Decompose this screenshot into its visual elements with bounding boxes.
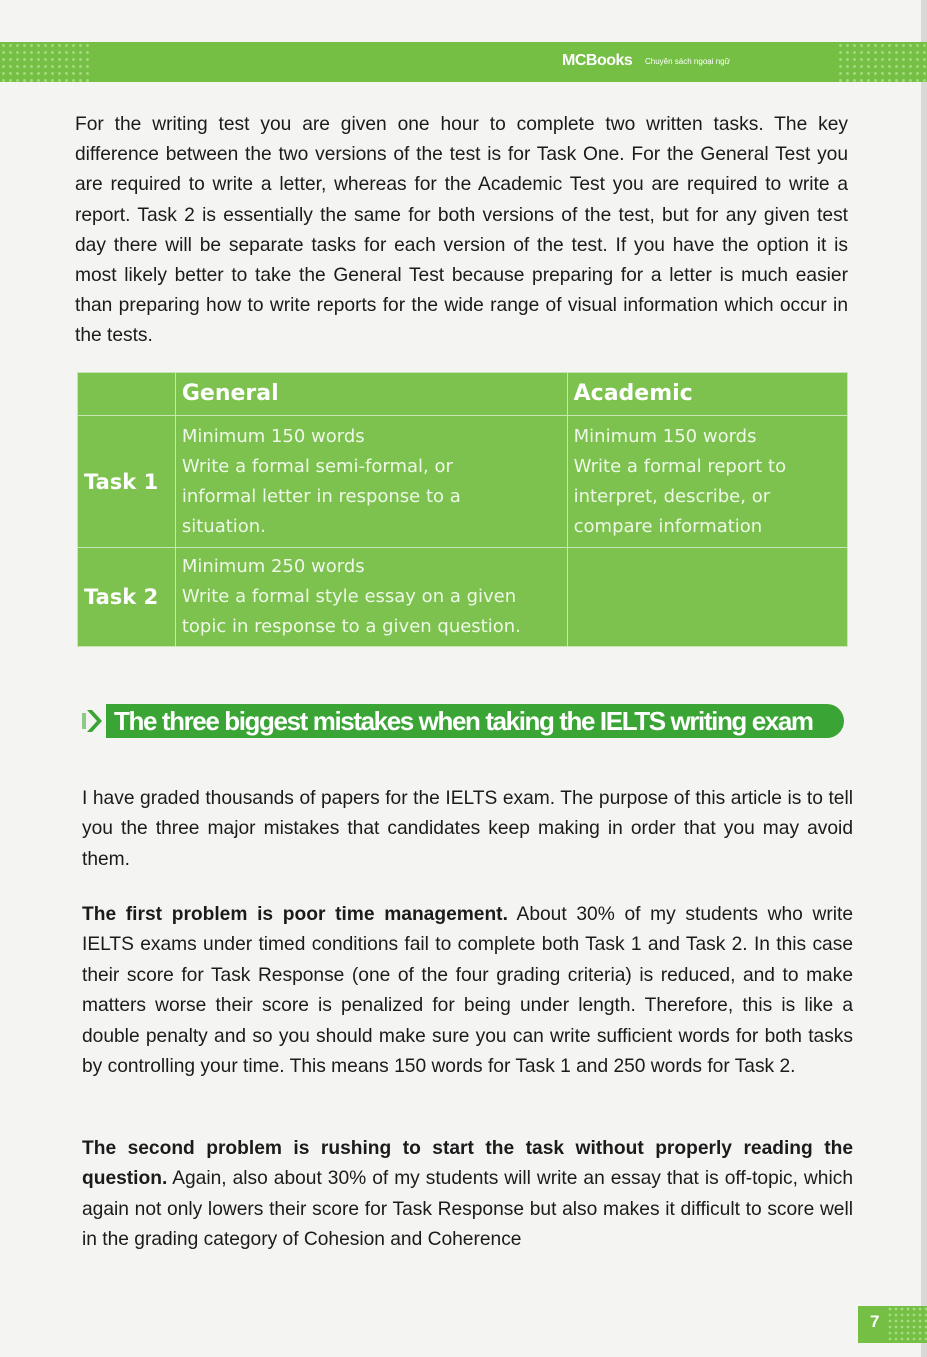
table-header-academic: Academic: [567, 373, 847, 416]
header-dot-pattern-right: [837, 42, 927, 82]
cell-line: interpret, describe, or: [573, 485, 771, 507]
brand-logo: MCBooks: [562, 52, 633, 69]
table-row: [78, 548, 848, 647]
paragraph-2-body: About 30% of my students who write IELTS exams under timed conditions fail to complete both Task 1 and Task 2. In this case their score for Task Response (one of the four grading criteria) is reduced, and to make matters worse their score is penalized for being under length. Therefore, this is like a double penalty and so you should make sure you can write sufficient words for both tasks by controlling your time. This means 150 words for Task 1 and 250 words for Task 2.: [82, 904, 853, 1078]
cell-line: Minimum 150 words: [181, 425, 365, 447]
body-paragraph-3: [82, 1134, 853, 1256]
body-paragraph-2: [82, 900, 853, 1082]
header-bar: [0, 42, 927, 82]
task2-general-cell: [175, 548, 567, 647]
cell-line: Minimum 250 words: [181, 556, 365, 577]
section-heading-text: The three biggest mistakes when taking the IELTS writing exam: [114, 706, 813, 736]
cell-line: topic in response to a given question.: [181, 616, 521, 637]
paragraph-2-lead: The first problem is poor time management.: [82, 904, 508, 925]
task2-academic-cell: [567, 548, 847, 647]
table-row: [78, 416, 848, 548]
page-edge: [921, 0, 927, 1357]
brand-tagline: Chuyên sách ngoại ngữ: [645, 57, 730, 66]
cell-line: Write a formal style essay on a given: [181, 586, 517, 607]
cell-line: situation.: [181, 515, 266, 537]
cell-line: Minimum 150 words: [573, 425, 757, 447]
page-number: 7: [870, 1312, 880, 1331]
cell-line: compare information: [573, 515, 763, 537]
cell-line: informal letter in response to a: [181, 485, 461, 507]
task2-label: Task 2: [78, 548, 176, 647]
header-dot-pattern-left: [0, 42, 90, 82]
task1-label: Task 1: [78, 416, 176, 548]
body-paragraph-1: I have graded thousands of papers for the IELTS exam. The purpose of this article is to tell you the three major mistakes that candidates keep making in order that you may avoid them.: [82, 788, 853, 870]
paragraph-3-body: Again, also about 30% of my students will write an essay that is off-topic, which again not only lowers their score for Task Response but also makes it difficult to score well in the grading category of Cohesion and Coherence: [82, 1168, 853, 1251]
section-heading-banner: [82, 702, 852, 740]
page-number-box: [858, 1306, 927, 1343]
page-number-dot-pattern: [887, 1306, 927, 1343]
paragraph-3-lead: The second problem is rushing to start the task without properly reading the question.: [82, 1138, 853, 1190]
cell-line: Write a formal semi-formal, or: [181, 455, 453, 477]
cell-line: Write a formal report to: [573, 455, 787, 477]
table-header-empty: [78, 373, 176, 416]
intro-paragraph: For the writing test you are given one hour to complete two written tasks. The key difference between the two versions of the test is for Task One. For the General Test you are required to write a letter, whereas for the Academic Test you are required to write a report. Task 2 is essentially the same for both versions of the test, but for any given test day there will be separate tasks for each version of the test. If you have the option it is most likely better to take the General Test because preparing for a letter is much easier than preparing how to write reports for the wide range of visual information which occur in the tests.: [75, 114, 848, 347]
task1-general-cell: [175, 416, 567, 548]
section-heading-pill: [106, 704, 844, 738]
task1-academic-cell: [567, 416, 847, 548]
table-header-general: General: [175, 373, 567, 416]
chevron-right-icon: [82, 710, 102, 732]
task-comparison-table: [77, 372, 848, 647]
table-header-row: [78, 373, 848, 416]
